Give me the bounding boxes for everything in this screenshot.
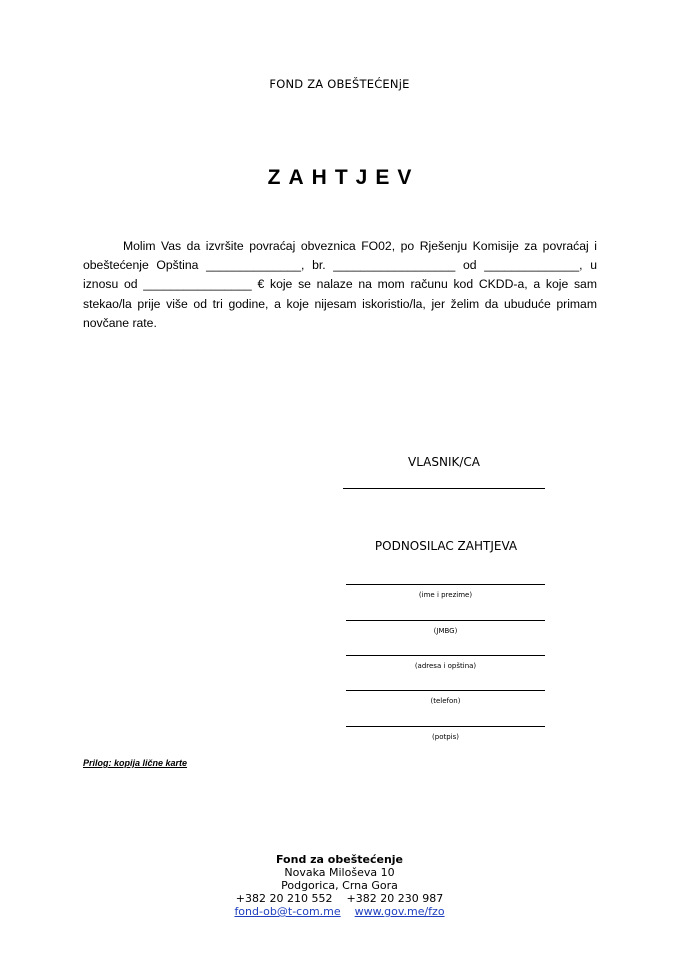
applicant-field-jmbg	[346, 620, 545, 635]
footer-phones	[0, 892, 679, 905]
document-title: ZAHTJEV	[267, 166, 420, 189]
owner-signature-line	[343, 488, 545, 489]
field-line	[346, 726, 545, 727]
owner-label: VLASNIK/CA	[407, 455, 480, 469]
footer-phone-1: +382 20 210 552	[235, 892, 333, 905]
applicant-field-signature	[346, 726, 545, 741]
field-line	[346, 655, 545, 656]
field-caption: (potpis)	[432, 733, 459, 741]
body-line: obeštećenje Opština ______________, br. __________________ od ______________, u	[83, 258, 597, 273]
owner-signature-block	[343, 455, 545, 489]
applicant-field-address	[346, 655, 545, 670]
applicant-field-phone	[346, 690, 545, 705]
body-line: Molim Vas da izvršite povraćaj obveznica FO02, po Rješenju Komisije za povraćaj i	[123, 239, 597, 253]
request-body	[83, 237, 597, 333]
field-caption: (telefon)	[430, 697, 461, 705]
footer	[0, 853, 679, 918]
footer-street: Novaka Miloševa 10	[284, 866, 395, 879]
footer-links	[0, 905, 679, 918]
body-line: iznosu od ________________ € koje se nalaze na mom računu kod CKDD-a, a koje sam	[83, 277, 597, 292]
footer-website-link[interactable]: www.gov.me/fzo	[354, 905, 445, 918]
footer-org: Fond za obeštećenje	[275, 853, 403, 866]
applicant-label-block	[345, 539, 547, 553]
field-line	[346, 620, 545, 621]
body-line: stekao/la prije više od tri godine, a koje nijesam iskoristio/la, jer želim da ubuduće primam	[83, 296, 597, 311]
field-line	[346, 690, 545, 691]
attachment-note: Prilog: kopija lične karte	[83, 758, 188, 768]
applicant-field-name	[346, 584, 545, 599]
footer-email-link[interactable]: fond-ob@t-com.me	[234, 905, 341, 918]
body-line: novčane rate.	[83, 315, 157, 330]
footer-city: Podgorica, Crna Gora	[281, 879, 398, 892]
applicant-label: PODNOSILAC ZAHTJEVA	[374, 539, 518, 553]
field-caption: (adresa i opština)	[414, 662, 477, 670]
field-caption: (JMBG)	[433, 627, 458, 635]
field-line	[346, 584, 545, 585]
footer-phone-2: +382 20 230 987	[346, 892, 444, 905]
header-org-name: FOND ZA OBEŠTEĆENjE	[269, 77, 410, 91]
field-caption: (ime i prezime)	[418, 591, 473, 599]
